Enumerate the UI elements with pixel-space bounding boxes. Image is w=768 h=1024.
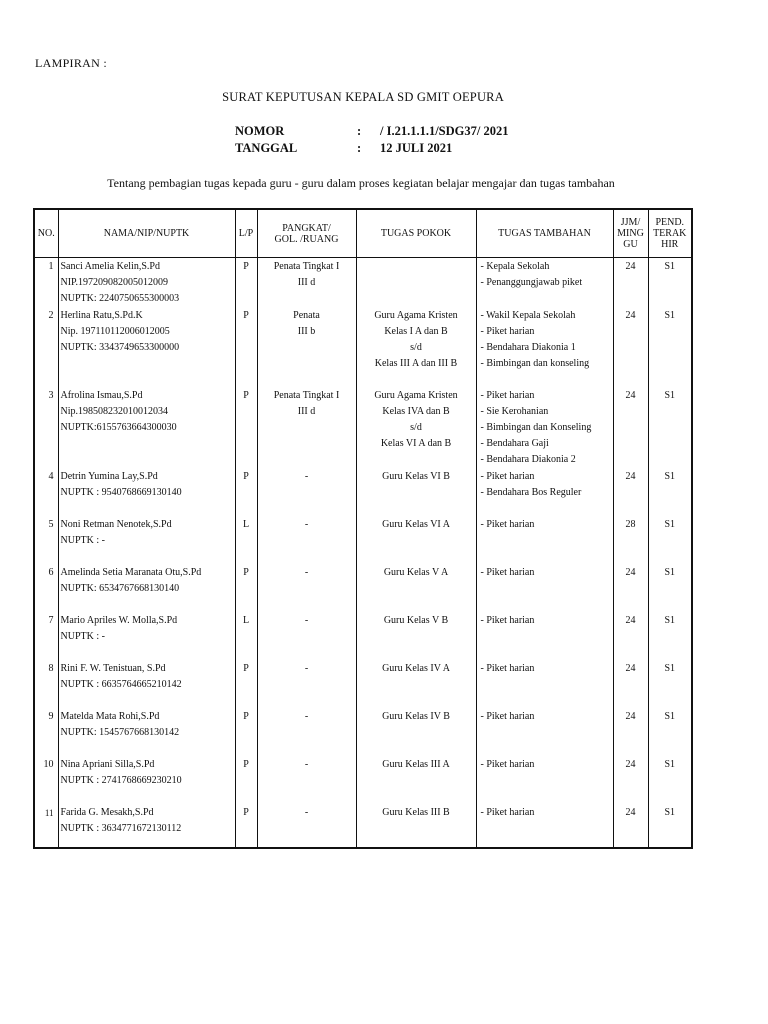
lampiran-label: LAMPIRAN : [35, 56, 108, 70]
header-no: NO. [34, 209, 58, 258]
nama-line: Detrin Yumina Lay,S.Pd [60, 471, 158, 482]
header-pend-line: HIR [661, 239, 679, 250]
cell-jjm [613, 612, 648, 660]
jjm-value: 24 [625, 310, 636, 321]
cell-pangkat [257, 387, 356, 468]
cell-pend [648, 756, 692, 804]
cell-pangkat [257, 564, 356, 612]
cell-pend [648, 660, 692, 708]
cell-nama [58, 387, 235, 468]
gender-value: P [243, 261, 249, 272]
tanggal-colon: : [357, 141, 362, 155]
nama-line: Herlina Ratu,S.Pd.K [60, 310, 143, 321]
cell-pend [648, 804, 692, 848]
tugas-tambahan-line: - Piket harian [480, 711, 535, 722]
cell-nama [58, 804, 235, 848]
table-row [34, 660, 692, 708]
tugas-tambahan-line: - Piket harian [480, 471, 535, 482]
cell-nama [58, 258, 235, 308]
pendidikan-value: S1 [664, 759, 676, 770]
pendidikan-value: S1 [664, 519, 676, 530]
cell-jjm [613, 804, 648, 848]
table-row [34, 708, 692, 756]
cell-jjm [613, 564, 648, 612]
nama-line: Nip.198508232010012034 [60, 406, 168, 417]
row-number: 5 [48, 519, 54, 530]
header-pangkat-line: GOL. /RUANG [274, 233, 339, 245]
cell-no [34, 804, 58, 848]
table-row [34, 756, 692, 804]
row-number: 8 [48, 663, 54, 674]
cell-tugas-pokok [356, 708, 476, 756]
tugas-pokok-line: Guru Agama Kristen [374, 310, 458, 321]
pangkat-line: - [304, 567, 309, 578]
tugas-pokok-line: Guru Kelas III A [382, 759, 450, 770]
cell-pend [648, 708, 692, 756]
nama-line: Matelda Mata Rohi,S.Pd [60, 711, 160, 722]
cell-pend [648, 468, 692, 516]
pangkat-line: - [304, 471, 309, 482]
tugas-pokok-line: Guru Kelas V B [383, 615, 449, 626]
table-body [34, 258, 692, 849]
gender-value: P [243, 390, 249, 401]
nama-line: Noni Retman Nenotek,S.Pd [60, 519, 172, 530]
jjm-value: 24 [625, 567, 636, 578]
tugas-tambahan-line: - Bendahara Diakonia 2 [480, 454, 576, 465]
tugas-tambahan-line: - Piket harian [480, 807, 535, 818]
table-row [34, 307, 692, 387]
jjm-value: 24 [625, 807, 636, 818]
cell-jjm [613, 660, 648, 708]
nama-line: NUPTK : - [60, 535, 105, 546]
tugas-tambahan-line: - Bendahara Gaji [480, 438, 549, 449]
cell-pend [648, 564, 692, 612]
gender-value: L [242, 615, 250, 626]
cell-pangkat [257, 756, 356, 804]
table-row [34, 612, 692, 660]
pangkat-line: Penata [293, 310, 320, 321]
cell-jjm [613, 307, 648, 387]
gender-value: P [243, 759, 249, 770]
cell-pangkat [257, 258, 356, 308]
cell-no [34, 258, 58, 308]
cell-pangkat [257, 804, 356, 848]
cell-lp [235, 708, 257, 756]
cell-pend [648, 258, 692, 308]
tugas-tambahan-line: - Kepala Sekolah [480, 261, 550, 272]
pangkat-line: - [304, 711, 309, 722]
header-tugas-tambahan: TUGAS TAMBAHAN [476, 209, 613, 258]
pendidikan-value: S1 [664, 310, 676, 321]
cell-lp [235, 612, 257, 660]
cell-pangkat [257, 660, 356, 708]
cell-jjm [613, 258, 648, 308]
nama-line: Sanci Amelia Kelin,S.Pd [60, 261, 160, 272]
cell-no [34, 612, 58, 660]
nama-line: NUPTK : 6635764665210142 [60, 679, 182, 690]
cell-jjm [613, 756, 648, 804]
cell-tugas-tambahan [476, 756, 613, 804]
jjm-value: 24 [625, 390, 636, 401]
nama-line: NUPTK : 9540768669130140 [60, 487, 182, 498]
tugas-tambahan-line: - Bendahara Diakonia 1 [480, 342, 576, 353]
cell-nama [58, 307, 235, 387]
row-number: 10 [43, 759, 54, 770]
tanggal-value: 12 JULI 2021 [380, 141, 453, 155]
pendidikan-value: S1 [664, 390, 676, 401]
header-jjm-line: GU [623, 239, 638, 250]
gender-value: P [243, 471, 249, 482]
nama-line: NUPTK:6155763664300030 [60, 422, 177, 433]
cell-nama [58, 660, 235, 708]
cell-tugas-pokok [356, 612, 476, 660]
table-row [34, 804, 692, 848]
tanggal-label: TANGGAL [235, 141, 298, 155]
cell-lp [235, 564, 257, 612]
cell-lp [235, 387, 257, 468]
header-pend-line: PEND. [655, 217, 685, 228]
row-number: 11 [44, 808, 54, 818]
cell-pend [648, 387, 692, 468]
gender-value: L [242, 519, 250, 530]
jjm-value: 28 [625, 519, 636, 530]
table-row [34, 516, 692, 564]
nama-line: Mario Apriles W. Molla,S.Pd [60, 615, 178, 626]
cell-nama [58, 468, 235, 516]
pangkat-line: Penata Tingkat I [273, 261, 340, 272]
jjm-value: 24 [625, 471, 636, 482]
tugas-tambahan-line: - Wakil Kepala Sekolah [480, 310, 576, 321]
gender-value: P [243, 807, 249, 818]
tugas-tambahan-line: - Piket harian [480, 615, 535, 626]
cell-lp [235, 804, 257, 848]
header-pend [648, 209, 692, 258]
cell-tugas-pokok [356, 468, 476, 516]
gender-value: P [243, 310, 249, 321]
cell-tugas-pokok [356, 660, 476, 708]
cell-tugas-pokok [356, 564, 476, 612]
cell-pend [648, 612, 692, 660]
cell-lp [235, 660, 257, 708]
jjm-value: 24 [625, 261, 636, 272]
cell-pangkat [257, 468, 356, 516]
cell-tugas-tambahan [476, 708, 613, 756]
cell-pangkat [257, 708, 356, 756]
tugas-pokok-line: Kelas III A dan III B [374, 358, 458, 369]
table-row [34, 258, 692, 308]
cell-lp [235, 258, 257, 308]
cell-no [34, 756, 58, 804]
cell-nama [58, 756, 235, 804]
tugas-pokok-line: s/d [410, 422, 422, 433]
cell-no [34, 516, 58, 564]
nama-line: Rini F. W. Tenistuan, S.Pd [60, 663, 166, 674]
tugas-tambahan-line: - Bimbingan dan konseling [480, 358, 590, 369]
cell-jjm [613, 708, 648, 756]
cell-tugas-tambahan [476, 612, 613, 660]
cell-tugas-pokok [356, 756, 476, 804]
tugas-tambahan-line: - Piket harian [480, 326, 535, 337]
cell-nama [58, 564, 235, 612]
nama-line: NUPTK: 2240750655300003 [60, 293, 180, 304]
pangkat-line: - [304, 519, 309, 530]
cell-pangkat [257, 307, 356, 387]
cell-jjm [613, 387, 648, 468]
nama-line: NUPTK: 1545767668130142 [60, 727, 180, 738]
document-title: SURAT KEPUTUSAN KEPALA SD GMIT OEPURA [222, 90, 504, 104]
header-jjm-line: JJM/ [620, 217, 641, 228]
cell-pangkat [257, 516, 356, 564]
pangkat-line: III b [297, 326, 316, 337]
cell-pend [648, 307, 692, 387]
nama-line: Nip. 197110112006012005 [60, 326, 170, 337]
tugas-pokok-line: Kelas IVA dan B [382, 406, 450, 417]
nama-line: NUPTK : 3634771672130112 [60, 823, 182, 834]
nomor-label: NOMOR [235, 124, 285, 138]
cell-tugas-pokok [356, 258, 476, 308]
cell-tugas-pokok [356, 804, 476, 848]
row-number: 1 [48, 261, 54, 272]
nama-line: NUPTK : 2741768669230210 [60, 775, 182, 786]
nama-line: NUPTK: 3343749653300000 [60, 342, 180, 353]
document-description: Tentang pembagian tugas kepada guru - guru dalam proses kegiatan belajar mengajar dan tugas tambahan [107, 176, 615, 190]
pangkat-line: - [304, 615, 309, 626]
cell-no [34, 708, 58, 756]
jjm-value: 24 [625, 759, 636, 770]
header-jjm-line: MING [617, 228, 644, 239]
tugas-tambahan-line: - Bimbingan dan Konseling [480, 422, 592, 433]
tugas-pokok-line: Guru Kelas IV B [382, 711, 450, 722]
pendidikan-value: S1 [664, 471, 676, 482]
pendidikan-value: S1 [664, 807, 676, 818]
row-number: 2 [48, 310, 54, 321]
pendidikan-value: S1 [664, 615, 676, 626]
cell-nama [58, 612, 235, 660]
tugas-pokok-line: Guru Kelas IV A [382, 663, 450, 674]
table-row [34, 387, 692, 468]
tugas-pokok-line: Guru Kelas VI A [382, 519, 450, 530]
pangkat-line: Penata Tingkat I [273, 390, 340, 401]
cell-tugas-pokok [356, 516, 476, 564]
cell-tugas-tambahan [476, 564, 613, 612]
pangkat-line: III d [297, 406, 316, 417]
cell-jjm [613, 516, 648, 564]
cell-lp [235, 756, 257, 804]
pendidikan-value: S1 [664, 261, 676, 272]
row-number: 3 [48, 390, 54, 401]
cell-tugas-tambahan [476, 660, 613, 708]
teacher-assignment-table [33, 208, 693, 849]
gender-value: P [243, 567, 249, 578]
cell-tugas-tambahan [476, 307, 613, 387]
header-pangkat [257, 209, 356, 258]
cell-tugas-tambahan [476, 516, 613, 564]
cell-no [34, 307, 58, 387]
nomor-colon: : [357, 124, 362, 138]
tugas-tambahan-line: - Bendahara Bos Reguler [480, 487, 582, 498]
gender-value: P [243, 711, 249, 722]
header-nama: NAMA/NIP/NUPTK [58, 209, 235, 258]
nama-line: Afrolina Ismau,S.Pd [60, 390, 143, 401]
row-number: 4 [48, 471, 54, 482]
tugas-pokok-line: Guru Kelas V A [383, 567, 449, 578]
row-number: 7 [48, 615, 54, 626]
cell-tugas-pokok [356, 307, 476, 387]
cell-no [34, 660, 58, 708]
jjm-value: 24 [625, 663, 636, 674]
cell-tugas-tambahan [476, 804, 613, 848]
cell-lp [235, 516, 257, 564]
tugas-pokok-line: Guru Kelas III B [382, 807, 450, 818]
tugas-tambahan-line: - Piket harian [480, 567, 535, 578]
row-number: 9 [48, 711, 54, 722]
cell-no [34, 468, 58, 516]
cell-pend [648, 516, 692, 564]
cell-nama [58, 516, 235, 564]
row-number: 6 [48, 567, 54, 578]
cell-pangkat [257, 612, 356, 660]
tugas-pokok-line: Kelas VI A dan B [380, 438, 452, 449]
nama-line: NIP.197209082005012009 [60, 277, 169, 288]
header-pangkat-line: PANGKAT/ [282, 222, 331, 234]
pangkat-line: - [304, 807, 309, 818]
cell-nama [58, 708, 235, 756]
tugas-pokok-line: Kelas I A dan B [384, 326, 448, 337]
cell-tugas-tambahan [476, 387, 613, 468]
nama-line: NUPTK : - [60, 631, 105, 642]
pendidikan-value: S1 [664, 663, 676, 674]
pendidikan-value: S1 [664, 711, 676, 722]
nama-line: Nina Apriani Silla,S.Pd [60, 759, 155, 770]
pangkat-line: - [304, 759, 309, 770]
cell-no [34, 564, 58, 612]
cell-lp [235, 468, 257, 516]
cell-lp [235, 307, 257, 387]
cell-tugas-tambahan [476, 468, 613, 516]
nama-line: Farida G. Mesakh,S.Pd [60, 807, 154, 818]
header-pend-line: TERAK [653, 228, 687, 239]
gender-value: P [243, 663, 249, 674]
table-row [34, 564, 692, 612]
tugas-pokok-line: Guru Agama Kristen [374, 390, 458, 401]
cell-no [34, 387, 58, 468]
nama-line: Amelinda Setia Maranata Otu,S.Pd [60, 567, 202, 578]
tugas-tambahan-line: - Piket harian [480, 519, 535, 530]
header-tugas-pokok: TUGAS POKOK [356, 209, 476, 258]
jjm-value: 24 [625, 615, 636, 626]
pangkat-line: III d [297, 277, 316, 288]
tugas-tambahan-line: - Piket harian [480, 663, 535, 674]
table-row [34, 468, 692, 516]
nama-line: NUPTK: 6534767668130140 [60, 583, 180, 594]
tugas-tambahan-line: - Sie Kerohanian [480, 406, 549, 417]
tugas-pokok-line: s/d [410, 342, 422, 353]
pendidikan-value: S1 [664, 567, 676, 578]
cell-tugas-pokok [356, 387, 476, 468]
header-jjm [613, 209, 648, 258]
pangkat-line: - [304, 663, 309, 674]
jjm-value: 24 [625, 711, 636, 722]
cell-tugas-tambahan [476, 258, 613, 308]
cell-jjm [613, 468, 648, 516]
header-lp: L/P [235, 209, 257, 258]
nomor-value: / I.21.1.1.1/SDG37/ 2021 [380, 124, 509, 138]
tugas-pokok-line: Guru Kelas VI B [382, 471, 450, 482]
tugas-tambahan-line: - Piket harian [480, 390, 535, 401]
tugas-tambahan-line: - Piket harian [480, 759, 535, 770]
tugas-tambahan-line: - Penanggungjawab piket [480, 277, 583, 288]
table-header-row [34, 209, 692, 258]
